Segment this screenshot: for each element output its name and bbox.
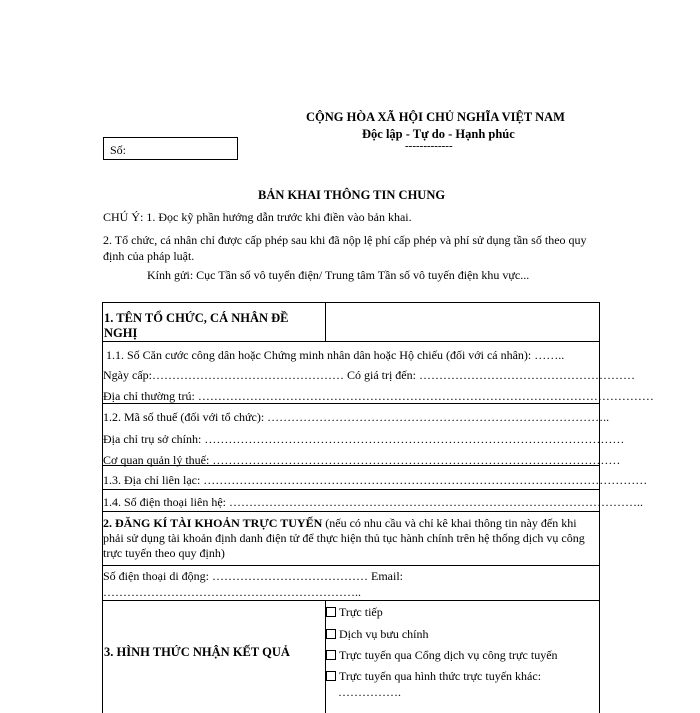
row-divider: [103, 489, 599, 490]
email-dots[interactable]: ………………………………………………………..: [103, 585, 361, 599]
id-number-field[interactable]: 1.1. Số Căn cước công dân hoặc Chứng minh nhân dân hoặc Hộ chiếu (đối với cá nhân): ……..: [106, 348, 565, 362]
checkbox-icon[interactable]: [326, 650, 336, 660]
section3-heading: 3. HÌNH THỨC NHẬN KẾT QUẢ: [104, 645, 290, 659]
document-number-box[interactable]: [103, 137, 238, 160]
national-title: CỘNG HÒA XÃ HỘI CHỦ NGHĨA VIỆT NAM: [306, 110, 565, 124]
option-postal[interactable]: Dịch vụ bưu chính: [326, 627, 429, 642]
mobile-email-field[interactable]: Số điện thoại di động: ………………………………… Email:: [103, 569, 403, 583]
row-divider: [103, 341, 599, 342]
document-number-label: Số:: [110, 143, 127, 157]
note-2: 2. Tổ chức, cá nhân chỉ được cấp phép sau khi đã nộp lệ phí cấp phép và phí sử dụng tần số theo quy định của pháp luật.: [103, 233, 587, 263]
note-1: CHÚ Ý: 1. Đọc kỹ phần hướng dẫn trước khi điền vào bản khai.: [103, 210, 412, 224]
section2-note: (nếu có nhu cầu và chỉ kê khai thông tin này đến khi phải sử dụng tài khoản định danh điện tử để thực hiện thủ tục hành chính trên hệ thống dịch vụ công trực tuyến theo quy định): [103, 516, 585, 560]
issue-date-field[interactable]: Ngày cấp:………………………………………… Có giá trị đến: ………………………………………………: [103, 368, 635, 382]
section2-block: [103, 516, 593, 561]
row-divider: [103, 511, 599, 512]
contact-address-field[interactable]: 1.3. Địa chỉ liên lạc: …………………………………………………………………………………………………: [103, 473, 648, 487]
checkbox-icon[interactable]: [326, 607, 336, 617]
phone-field[interactable]: 1.4. Số điện thoại liên hệ: …………………………………………………………………………………………..: [103, 495, 643, 509]
header-divider: -------------: [405, 140, 453, 152]
row-divider: [103, 600, 599, 601]
other-online-dots[interactable]: …………….: [338, 685, 401, 699]
motto: Độc lập - Tự do - Hạnh phúc: [362, 127, 515, 141]
addressee: Kính gửi: Cục Tần số vô tuyến điện/ Trung tâm Tần số vô tuyến điện khu vực...: [147, 268, 530, 282]
option-public-portal[interactable]: Trực tuyến qua Cổng dịch vụ công trực tuyến: [326, 648, 558, 663]
checkbox-icon[interactable]: [326, 671, 336, 681]
checkbox-icon[interactable]: [326, 629, 336, 639]
section2-heading: 2. ĐĂNG KÍ TÀI KHOẢN TRỰC TUYẾN: [103, 516, 323, 530]
tax-code-field[interactable]: 1.2. Mã số thuế (đối với tổ chức): …………………………………………………………………………..: [103, 410, 610, 424]
section1-heading: 1. TÊN TỔ CHỨC, CÁ NHÂN ĐỀ NGHỊ: [104, 311, 289, 340]
row-divider: [103, 565, 599, 566]
col-divider: [325, 303, 326, 341]
residence-field[interactable]: Địa chỉ thường trú: ……………………………………………………………………………………………………: [103, 389, 654, 403]
form-title: BẢN KHAI THÔNG TIN CHUNG: [258, 188, 446, 202]
head-office-field[interactable]: Địa chỉ trụ sở chính: ……………………………………………………………………………………………: [103, 432, 625, 446]
info-table: [102, 302, 654, 713]
option-in-person[interactable]: Trực tiếp: [326, 605, 383, 620]
option-other-online[interactable]: Trực tuyến qua hình thức trực tuyến khác:: [326, 669, 541, 684]
tax-authority-field[interactable]: Cơ quan quản lý thuế: …………………………………………………………………………………………: [103, 453, 621, 467]
